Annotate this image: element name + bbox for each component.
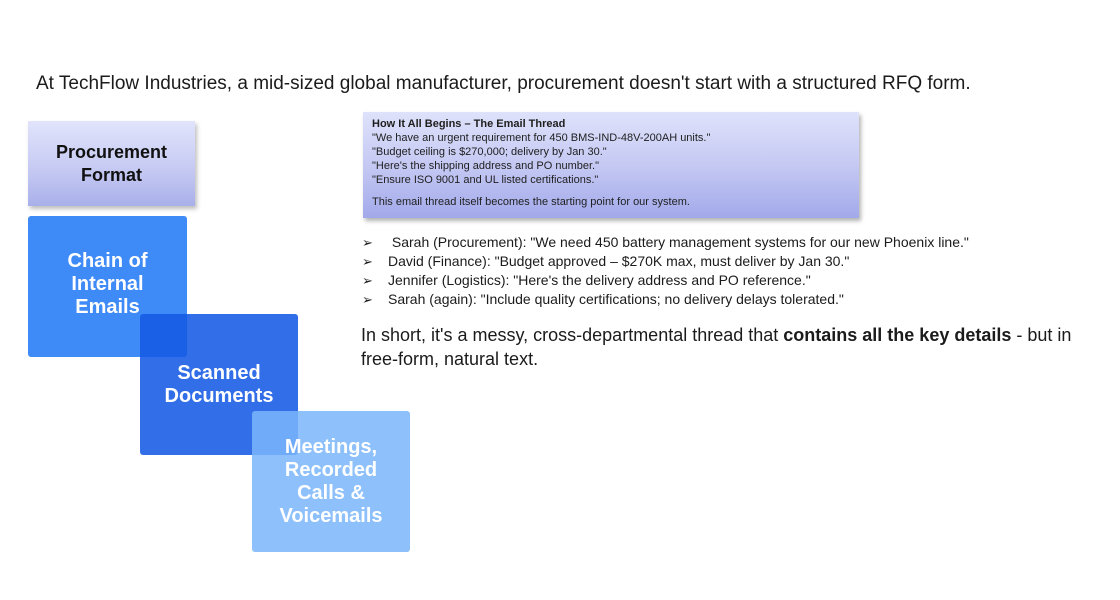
bullet-text: Sarah (again): "Include quality certifications; no delivery delays tolerated." [388,291,844,307]
email-line: "Ensure ISO 9001 and UL listed certifications." [372,174,599,186]
email-line: "Budget ceiling is $270,000; delivery by Jan 30." [372,146,607,158]
bullet-text: Sarah (Procurement): "We need 450 battery management systems for our new Phoenix line." [388,234,969,250]
list-item [362,252,1062,271]
bullet-text: Jennifer (Logistics): "Here's the delivery address and PO reference." [388,272,811,288]
arrow-bullet-icon: ➢ [362,235,373,250]
summary-text-start: In short, it's a messy, cross-departmental thread that [361,325,784,345]
meetings-calls-voicemails-label: Meetings, Recorded Calls & Voicemails [279,435,383,527]
summary-paragraph [361,323,1081,371]
chain-of-internal-emails-label: Chain of Internal Emails [67,250,148,318]
conversation-bullet-list [362,233,1062,309]
list-item [362,233,1062,252]
email-line: "We have an urgent requirement for 450 BMS-IND-48V-200AH units." [372,132,711,144]
procurement-format-box [28,121,195,206]
summary-emphasis: contains all the key details [783,325,1012,345]
summary-text-end: - but in free-form, natural text. [361,325,1072,369]
email-thread-footer: This email thread itself becomes the starting point for our system. [372,196,690,208]
arrow-bullet-icon: ➢ [362,254,373,269]
arrow-bullet-icon: ➢ [362,292,373,307]
arrow-bullet-icon: ➢ [362,273,373,288]
procurement-format-label: Procurement Format [55,141,168,185]
meetings-calls-voicemails-box [252,411,410,552]
email-thread-title: How It All Begins – The Email Thread [372,118,566,130]
list-item [362,271,1062,290]
intro-text: At TechFlow Industries, a mid-sized global manufacturer, procurement doesn't start with a structured RFQ form. [36,73,971,94]
email-line: "Here's the shipping address and PO number." [372,160,599,172]
bullet-text: David (Finance): "Budget approved – $270K max, must deliver by Jan 30." [388,253,850,269]
list-item [362,290,1062,309]
scanned-documents-label: Scanned Documents [164,361,274,407]
email-thread-box [363,112,859,218]
